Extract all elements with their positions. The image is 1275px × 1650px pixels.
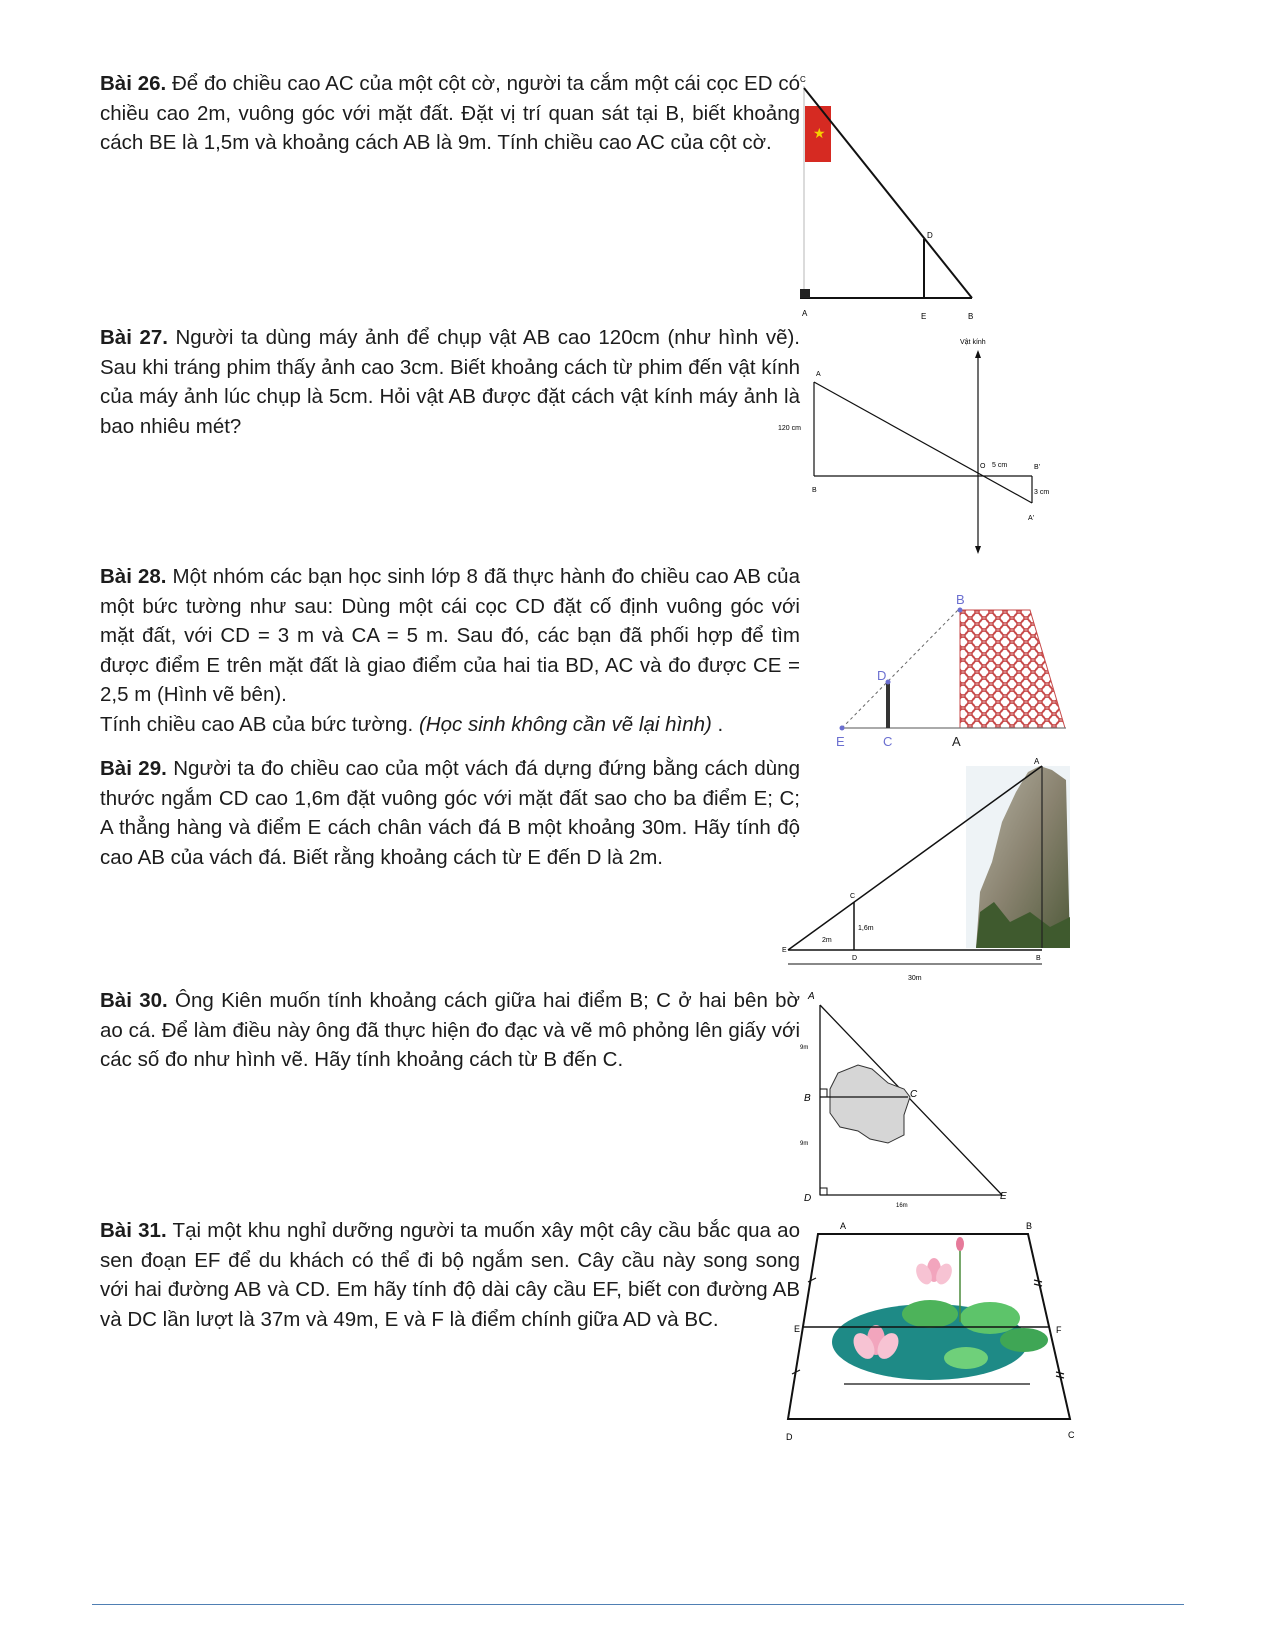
label-c: C: [800, 75, 806, 84]
label-c: C: [1068, 1430, 1075, 1440]
label-b: B: [1026, 1221, 1033, 1231]
figure-26: [800, 68, 1020, 338]
problem-text: Ông Kiên muốn tính khoảng cách giữa hai điểm B; C ở hai bên bờ ao cá. Để làm điều này ông đã thực hiện đo đạc và vẽ mô phỏng lên giấy với các số đo như hình vẽ. Hãy tính khoảng cách từ B đến C.: [100, 989, 800, 1071]
lotus-leaf: [1000, 1328, 1048, 1352]
label-d: D: [786, 1432, 793, 1442]
label-e: E: [782, 947, 787, 954]
label-c: C: [850, 893, 856, 900]
problem-label: Bài 31.: [100, 1219, 167, 1242]
brick-wall: [960, 610, 1065, 728]
problem-29: [100, 754, 800, 872]
right-angle-d: [820, 1188, 827, 1195]
problem-text: Người ta đo chiều cao của một vách đá dựng đứng bằng cách dùng thước ngắm CD cao 1,6m đặt vuông góc với mặt đất sao cho ba điểm E; C; A thẳng hàng và điểm E cách chân vách đá B một khoảng 30m. Hãy tính độ cao AB của vách đá. Biết rằng khoảng cách từ E đến D là 2m.: [100, 757, 800, 869]
label-a: A: [802, 309, 808, 318]
problem-label: Bài 27.: [100, 326, 168, 349]
label-d: D: [852, 955, 858, 962]
label-cd: 1,6m: [858, 925, 874, 932]
label-a: A: [952, 734, 961, 749]
problem-31: [100, 1216, 800, 1334]
right-angle-b: [820, 1089, 827, 1097]
label-b: B: [812, 487, 817, 494]
problem-27: [100, 323, 800, 441]
label-b: B: [968, 312, 974, 321]
sight-line: [804, 88, 972, 298]
label-ed: 2m: [822, 937, 832, 944]
tick-mark: [808, 1278, 816, 1282]
point-e: [840, 726, 845, 731]
label-c: C: [910, 1089, 918, 1100]
lotus-flower: [913, 1258, 955, 1287]
label-b: B: [1036, 955, 1041, 962]
label-e: E: [1000, 1191, 1007, 1202]
label-a-prime: A': [1028, 515, 1035, 522]
label-a: A: [808, 991, 815, 1002]
star-icon: ★: [813, 125, 826, 141]
problem-question: Tính chiều cao AB của bức tường.: [100, 712, 414, 736]
problem-30: [100, 986, 800, 1075]
problem-note: (Học sinh không cần vẽ lại hình): [418, 712, 712, 736]
label-d: D: [804, 1193, 812, 1204]
figure-31: [780, 1212, 1090, 1452]
label-e: E: [836, 734, 845, 749]
light-ray: [814, 382, 1032, 503]
problem-text: Người ta dùng máy ảnh để chụp vật AB cao 120cm (như hình vẽ). Sau khi tráng phim thấy ảnh cao 3cm. Biết khoảng cách từ phim đến vật kính của máy ảnh lúc chụp là 5cm. Hỏi vật AB được đặt cách vật kính máy ảnh là bao nhiêu mét?: [100, 326, 800, 438]
figure-27: [770, 330, 1070, 560]
problem-26: [100, 69, 800, 158]
label-a: A: [840, 1221, 847, 1231]
figure-28: [830, 588, 1080, 758]
label-e: E: [794, 1324, 801, 1334]
label-eb: 30m: [908, 975, 922, 982]
label-b-prime: B': [1034, 464, 1041, 471]
label-distance: 5 cm: [992, 462, 1008, 469]
label-e: E: [921, 312, 927, 321]
fish-pond: [830, 1065, 910, 1143]
pole-base: [800, 289, 810, 298]
label-o: O: [980, 463, 986, 470]
problem-text: Một nhóm các bạn học sinh lớp 8 đã thực hành đo chiều cao AB của một bức tường như sau: Dùng một cái cọc CD đặt cố định vuông góc với mặt đất, với CD = 3 m và CA = 5 m. Sau đó, các bạn đã phối hợp để tìm được điểm E trên mặt đất là giao điểm của hai tia BD, AC và đo được CE = 2,5 m (Hình vẽ bên).: [100, 565, 800, 706]
problem-label: Bài 29.: [100, 757, 167, 780]
footer-divider: [92, 1604, 1184, 1605]
lotus-leaf: [902, 1300, 958, 1328]
label-a: A: [816, 371, 821, 378]
label-height: 120 cm: [778, 425, 801, 432]
arrow-up-icon: [975, 350, 981, 358]
lotus-bud: [956, 1237, 964, 1251]
sight-line: [842, 608, 960, 728]
label-b: B: [804, 1093, 811, 1104]
lotus-leaf: [944, 1347, 988, 1369]
problem-28: [100, 562, 800, 739]
problem-text: Tại một khu nghỉ dưỡng người ta muốn xây một cây cầu bắc qua ao sen đoạn EF để du khách có thể đi bộ ngắm sen. Cây cầu này song song với hai đường AB và CD. Em hãy tính độ dài cây cầu EF, biết con đường AB và DC lần lượt là 37m và 49m, E và F là điểm chính giữa AD và BC.: [100, 1219, 800, 1331]
label-f: F: [1056, 1325, 1062, 1335]
label-image-height: 3 cm: [1034, 489, 1050, 496]
label-d: D: [927, 231, 933, 240]
label-c: C: [883, 734, 893, 749]
problem-label: Bài 28.: [100, 565, 167, 588]
label-d: D: [877, 668, 887, 683]
problem-label: Bài 30.: [100, 989, 168, 1012]
problem-tail: .: [711, 712, 724, 736]
tick-mark: [1034, 1284, 1042, 1286]
label-de: 16m: [896, 1203, 908, 1209]
lotus-leaf: [960, 1302, 1020, 1334]
label-b: B: [956, 592, 965, 607]
figure-30: [800, 985, 1030, 1215]
point-b: [958, 608, 963, 613]
label-a: A: [1034, 757, 1040, 766]
figure-29: [780, 752, 1080, 984]
problem-text: Để đo chiều cao AC của một cột cờ, người ta cắm một cái cọc ED có chiều cao 2m, vuông góc với mặt đất. Đặt vị trí quan sát tại B, biết khoảng cách BE là 1,5m và khoảng cách AB là 9m. Tính chiều cao AC của cột cờ.: [100, 72, 800, 154]
label-lens: Vật kính: [960, 339, 986, 346]
label-bd: 9m: [800, 1141, 809, 1147]
problem-label: Bài 26.: [100, 72, 167, 95]
arrow-down-icon: [975, 546, 981, 554]
label-ab: 9m: [800, 1045, 809, 1051]
